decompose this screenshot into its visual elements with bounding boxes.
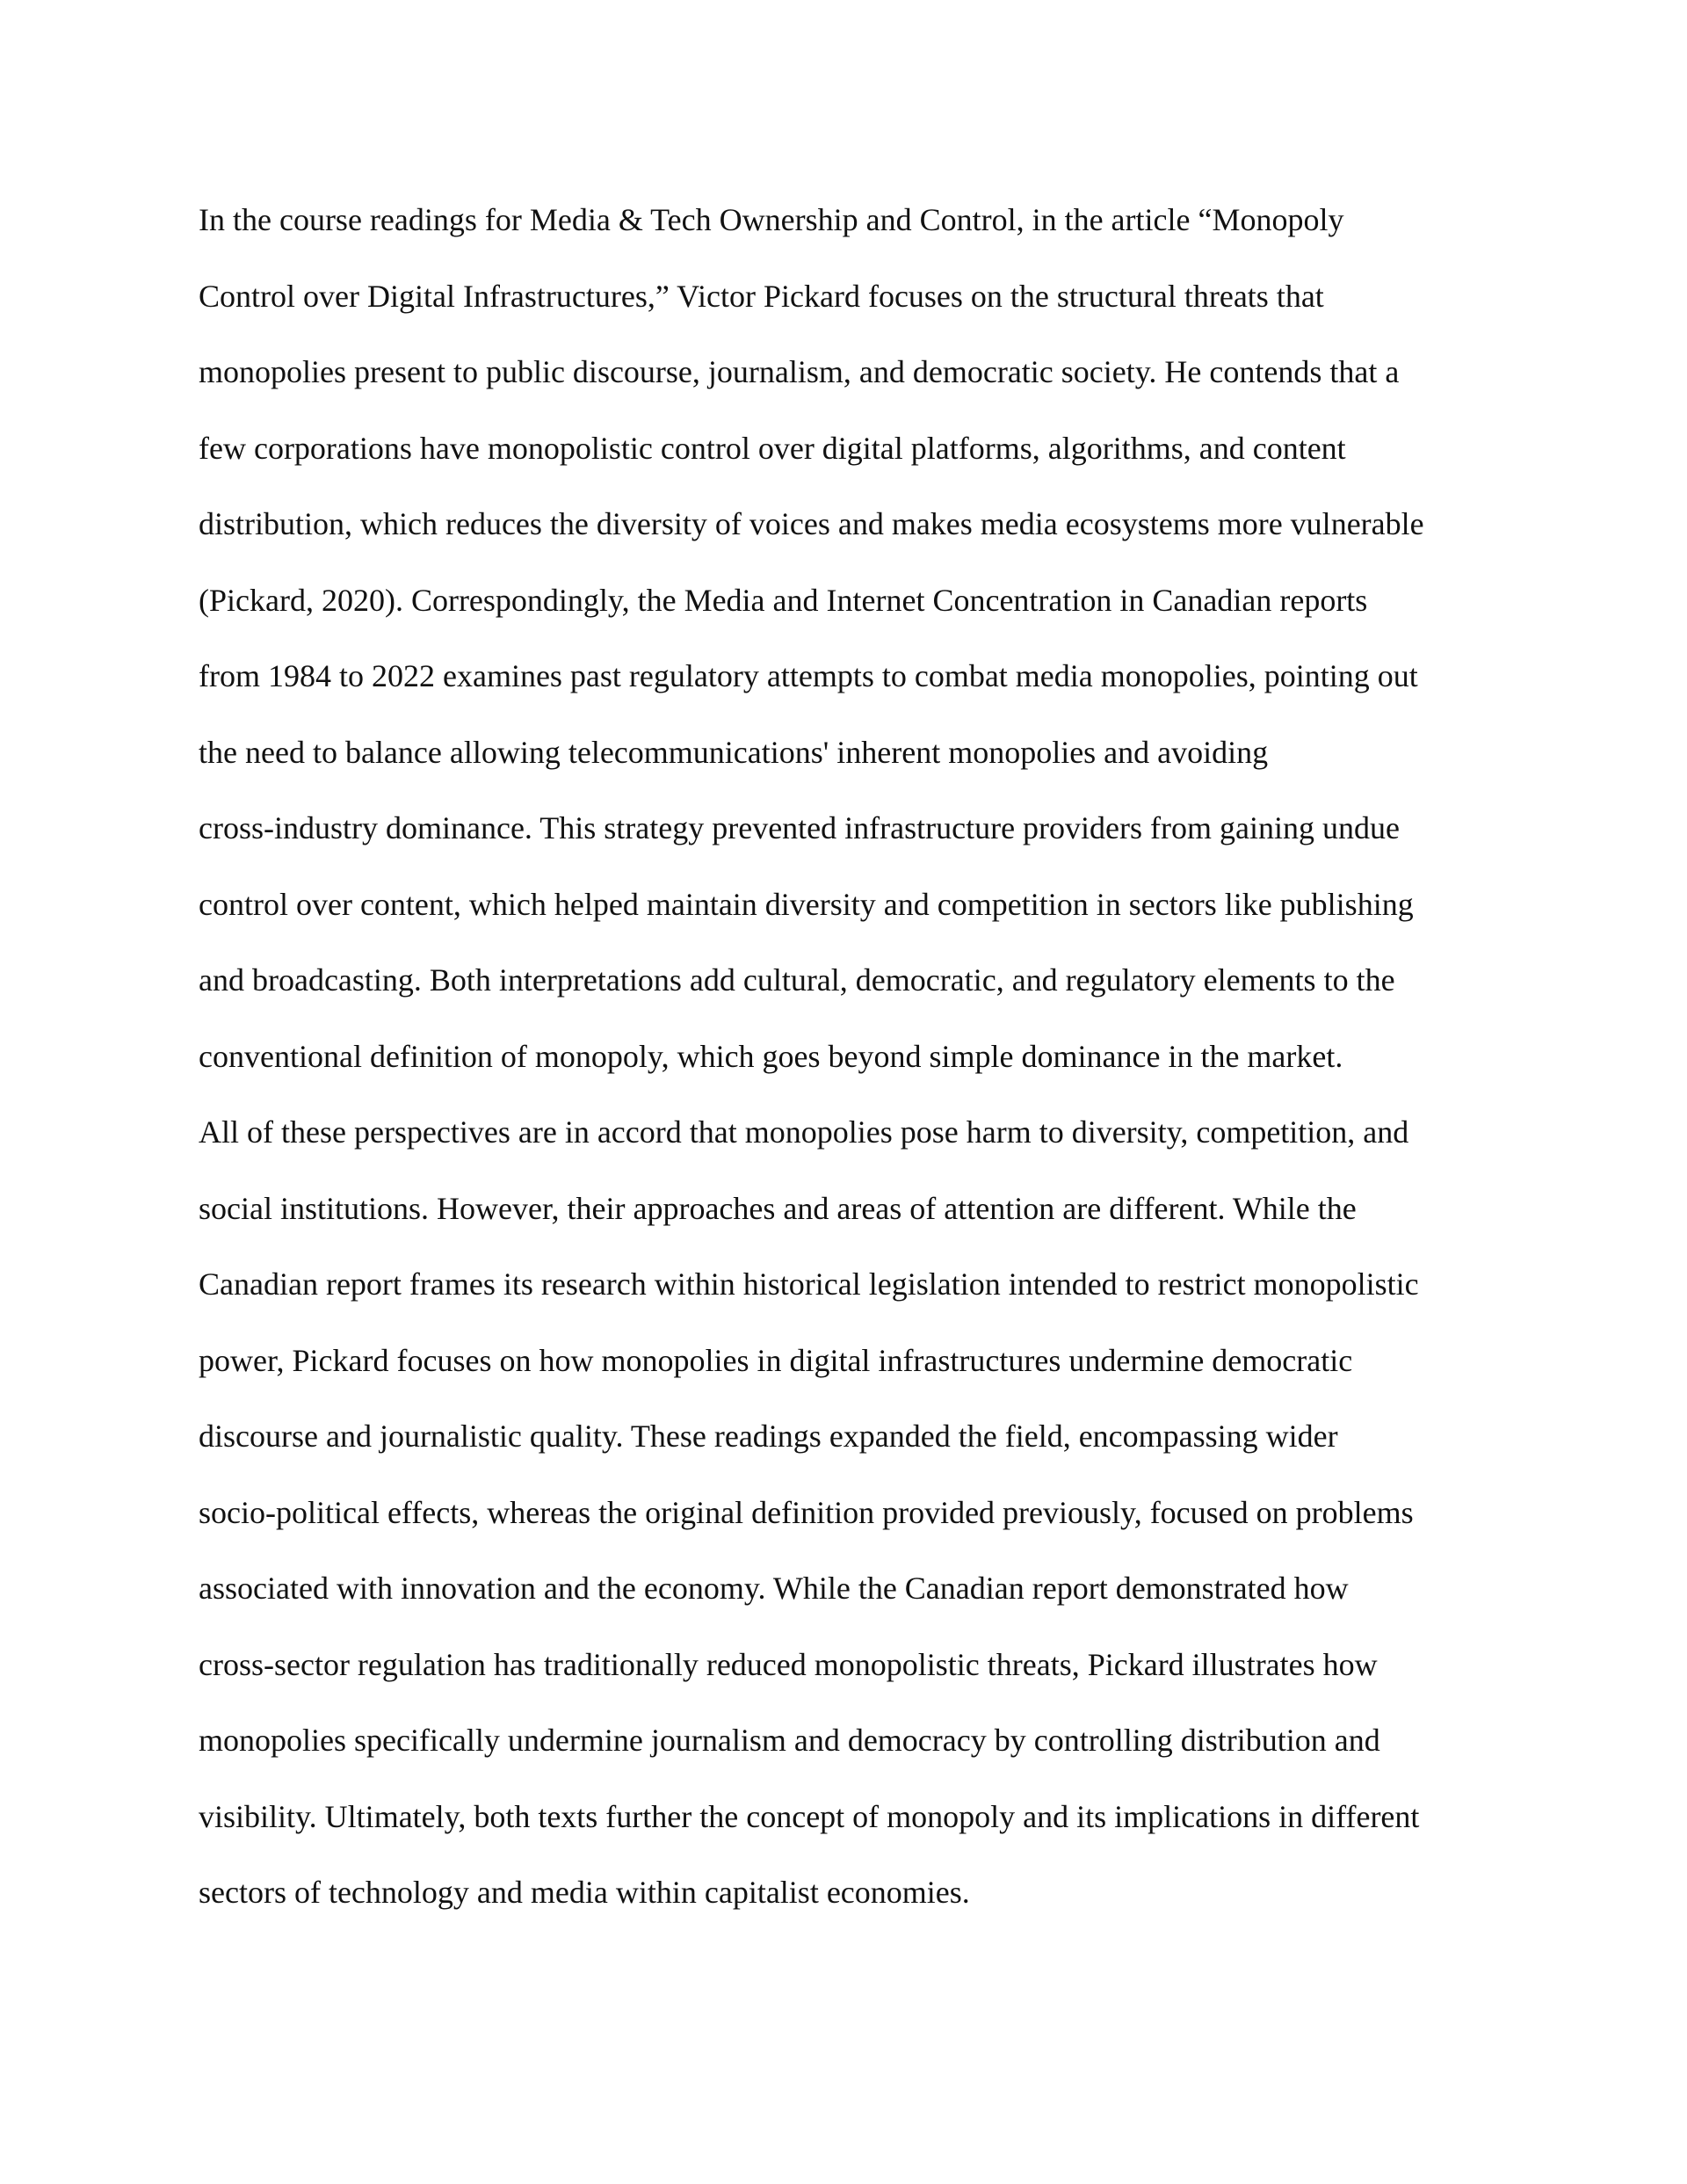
text-line: visibility. Ultimately, both texts further the concept of monopoly and its implications in different [199, 1798, 1420, 1834]
text-line: few corporations have monopolistic control over digital platforms, algorithms, and content [199, 430, 1346, 466]
text-line: control over content, which helped maintain diversity and competition in sectors like publishing [199, 886, 1414, 922]
text-line: cross-sector regulation has traditionally reduced monopolistic threats, Pickard illustrates how [199, 1646, 1378, 1682]
text-line: All of these perspectives are in accord that monopolies pose harm to diversity, competition, and [199, 1114, 1409, 1150]
text-line: social institutions. However, their approaches and areas of attention are different. While the [199, 1190, 1357, 1226]
text-line: Canadian report frames its research within historical legislation intended to restrict monopolistic [199, 1266, 1419, 1302]
text-line: socio-political effects, whereas the original definition provided previously, focused on problems [199, 1494, 1414, 1530]
text-line: discourse and journalistic quality. These readings expanded the field, encompassing wider [199, 1419, 1338, 1454]
text-line: sectors of technology and media within capitalist economies. [199, 1875, 970, 1910]
text-line: the need to balance allowing telecommunications' inherent monopolies and avoiding [199, 734, 1269, 770]
text-line: distribution, which reduces the diversity of voices and makes media ecosystems more vulnerable [199, 506, 1424, 541]
text-line: cross-industry dominance. This strategy prevented infrastructure providers from gaining undue [199, 810, 1400, 845]
text-line: monopolies specifically undermine journalism and democracy by controlling distribution and [199, 1723, 1380, 1758]
text-line: and broadcasting. Both interpretations add cultural, democratic, and regulatory elements to the [199, 962, 1395, 998]
text-line: power, Pickard focuses on how monopolies in digital infrastructures undermine democratic [199, 1342, 1353, 1378]
text-line: Control over Digital Infrastructures,” Victor Pickard focuses on the structural threats that [199, 278, 1324, 314]
text-line: from 1984 to 2022 examines past regulatory attempts to combat media monopolies, pointing out [199, 658, 1418, 693]
text-line: associated with innovation and the economy. While the Canadian report demonstrated how [199, 1571, 1349, 1606]
text-line: (Pickard, 2020). Correspondingly, the Media and Internet Concentration in Canadian reports [199, 582, 1368, 618]
text-line: monopolies present to public discourse, journalism, and democratic society. He contends that a [199, 354, 1400, 389]
text-line: conventional definition of monopoly, which goes beyond simple dominance in the market. [199, 1038, 1343, 1074]
body-text [199, 195, 1517, 1944]
text-line: In the course readings for Media & Tech Ownership and Control, in the article “Monopoly [199, 202, 1344, 237]
